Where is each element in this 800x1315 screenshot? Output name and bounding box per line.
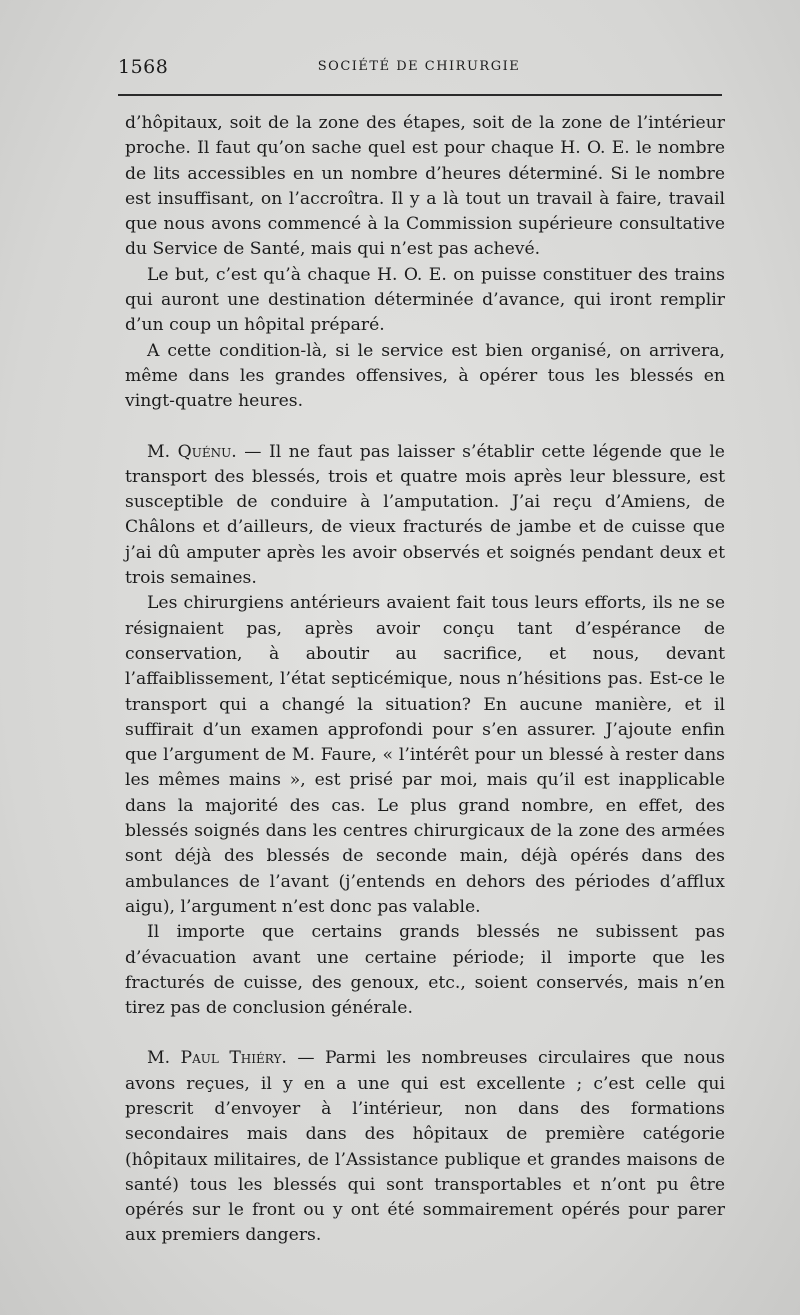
body-text <box>125 111 725 1249</box>
running-head: SOCIÉTÉ DE CHIRURGIE <box>317 59 521 74</box>
paragraph: Le but, c’est qu’à chaque H. O. E. on puisse constituer des trains qui auront une destination déterminée d’avance, qui iront remplir d’un coup un hôpital préparé. <box>125 264 725 336</box>
paragraph: Il importe que certains grands blessés ne subissent pas d’évacuation avant une certaine période; il importe que les fracturés de cuisse, des genoux, etc., soient conservés, mais n’en tirez pas de conclusion générale. <box>125 922 725 1019</box>
speaker-paragraph: M. Quénu. — Il ne faut pas laisser s’établir cette légende que le transport des blessés, trois et quatre mois après leur blessure, est susceptible de conduire à l’amputation. J’ai reçu d’Amiens, de Châlons et d’ailleurs, de vieux fracturés de jambe et de cuisse que j’ai dû amputer après les avoir observés et soignés pendant deux et trois semaines. <box>125 441 725 589</box>
page-header <box>118 56 720 80</box>
paragraph: d’hôpitaux, soit de la zone des étapes, soit de la zone de l’intérieur proche. Il faut qu’on sache quel est pour chaque H. O. E. le nombre de lits accessibles en un nombre d’heures déterminé. Si le nombre est insuffisant, on l’accroîtra. Il y a là tout un travail à faire, travail que nous avons commencé à la Commission supérieure consultative du Service de Santé, mais qui n’est pas achevé. <box>125 113 725 260</box>
paragraph: Les chirurgiens antérieurs avaient fait tous leurs efforts, ils ne se résignaient pas, après avoir conçu tant d’espérance de conservation, à aboutir au sacrifice, et nous, devant l’affaiblissement, l’état septicémique, nous n’hésitions pas. Est-ce le transport qui a changé la situation? En aucune manière, et il suffirait d’un examen approfondi pour s’en assurer. J’ajoute enfin que l’argument de M. Faure, « l’intérêt pour un blessé à rester dans les mêmes mains », est prisé par moi, mais qu’il est inapplicable dans la majorité des cas. Le plus grand nombre, en effet, des blessés soignés dans les centres chirurgicaux de la zone des armées sont déjà des blessés de seconde main, déjà opérés dans des ambulances de l’avant (j’entends en dehors des périodes d’afflux aigu), l’argument n’est donc pas valable. <box>125 593 725 917</box>
header-rule <box>118 94 722 96</box>
speaker-name: M. Quénu. <box>147 441 237 462</box>
page-number: 1568 <box>118 56 169 78</box>
paragraph: A cette condition-là, si le service est bien organisé, on arrivera, même dans les grandes offensives, à opérer tous les blessés en vingt-quatre heures. <box>125 340 725 412</box>
speaker-name: M. Paul Thiéry. <box>147 1048 287 1069</box>
speaker-paragraph: M. Paul Thiéry. — Parmi les nombreuses circulaires que nous avons reçues, il y en a une qui est excellente ; c’est celle qui prescrit d’envoyer à l’intérieur, non dans des formations secondaires mais dans des hôpitaux de première catégorie (hôpitaux militaires, de l’Assistance publique et grandes maisons de santé) tous les blessés qui sont transportables et n’ont pu être opérés sur le front ou y ont été sommairement opérés pour parer aux premiers dangers. <box>125 1048 725 1246</box>
